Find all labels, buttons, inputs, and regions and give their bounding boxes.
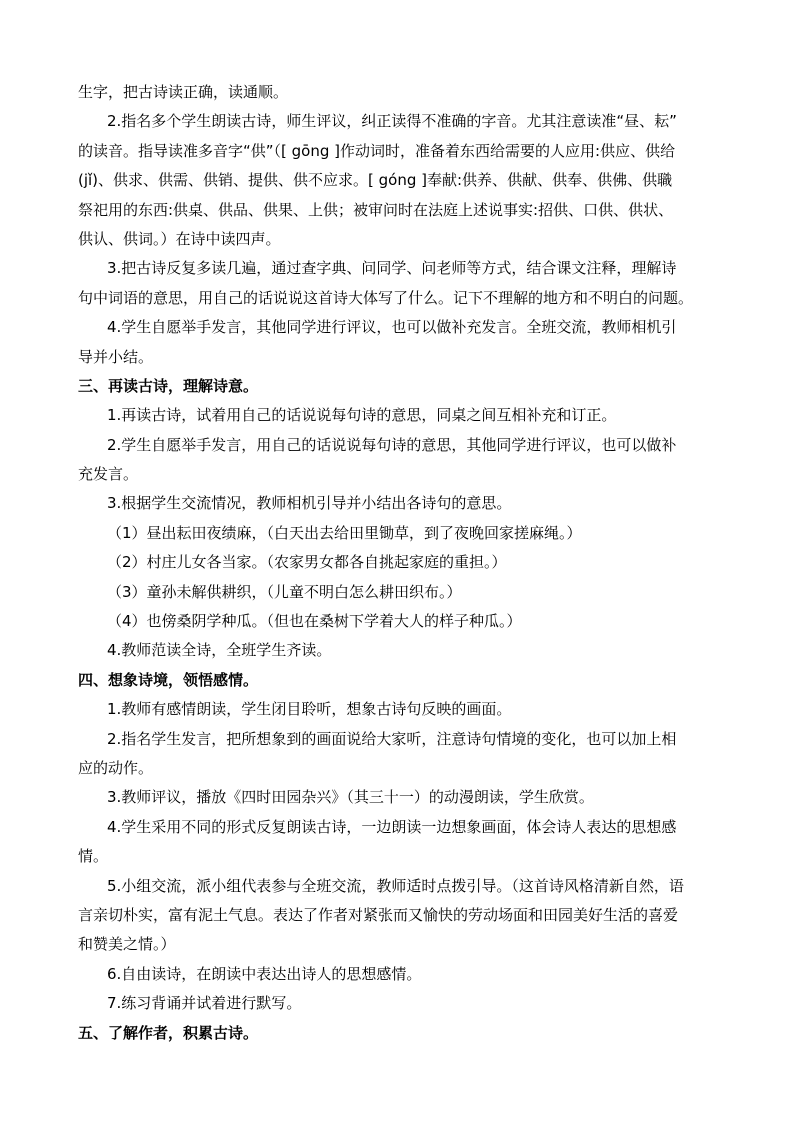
paragraph-line: (jǐ)、供求、供需、供销、提供、供不应求。[ góng ]奉献:供养、供献、供奉、供佛、供職 (78, 171, 673, 190)
paragraph-line: （3）童孙未解供耕织，（儿童不明白怎么耕田织布。） (107, 582, 462, 601)
section-heading: 三、再读古诗，理解诗意。 (78, 376, 259, 395)
paragraph-line: 3.教师评议，播放《四时田园杂兴》（其三十一）的动漫朗读，学生欣赏。 (107, 788, 594, 807)
paragraph-line: 1.教师有感情朗读，学生闭目聆听，想象古诗句反映的画面。 (107, 700, 512, 719)
section-heading: 五、了解作者，积累古诗。 (78, 1023, 259, 1042)
paragraph-line: 3.根据学生交流情况，教师相机引导并小结出各诗句的意思。 (107, 494, 512, 513)
paragraph-line: 3.把古诗反复多读几遍，通过查字典、问同学、问老师等方式，结合课文注释，理解诗 (107, 259, 677, 278)
paragraph-line: 生字，把古诗读正确，读通顺。 (78, 83, 289, 101)
paragraph-line: 4.学生采用不同的形式反复朗读古诗，一边朗读一边想象画面，体会诗人表达的思想感 (107, 817, 677, 836)
paragraph-line: 和赞美之情。） (78, 935, 176, 954)
paragraph-line: （1）昼出耘田夜绩麻，（白天出去给田里锄草，到了夜晚回家搓麻绳。） (107, 523, 582, 542)
paragraph-line: （4）也傍桑阴学种瓜。（但也在桑树下学着大人的样子种瓜。） (107, 612, 522, 631)
paragraph-line: 6.自由读诗，在朗读中表达出诗人的思想感情。 (107, 964, 422, 983)
paragraph-line: 祭祀用的东西:供桌、供品、供果、上供；被审问时在法庭上述说事实:招供、口供、供状、 (78, 200, 674, 219)
paragraph-line: 1.再读古诗，试着用自己的话说说每句诗的意思，同桌之间互相补充和订正。 (107, 406, 617, 425)
paragraph-line: 4.学生自愿举手发言，其他同学进行评议，也可以做补充发言。全班交流，教师相机引 (107, 318, 677, 337)
paragraph-line: 7.练习背诵并试着进行默写。 (107, 994, 302, 1013)
paragraph-line: 句中词语的意思，用自己的话说说这首诗大体写了什么。记下不理解的地方和不明白的问题。 (78, 288, 694, 307)
paragraph-line: 的读音。指导读准多音字“供”（[ gōng ]作动词时，准备着东西给需要的人应用:供应、供给 (78, 141, 676, 160)
paragraph-line: 2.指名多个学生朗读古诗，师生评议，纠正读得不准确的字音。尤其注意读准“昼、耘” (107, 112, 677, 131)
paragraph-line: 情。 (78, 847, 109, 866)
section-heading: 四、想象诗境，领悟感情。 (78, 670, 259, 689)
paragraph-line: （2）村庄儿女各当家。（农家男女都各自挑起家庭的重担。） (107, 553, 507, 572)
paragraph-line: 4.教师范读全诗，全班学生齐读。 (107, 641, 332, 660)
paragraph-line: 充发言。 (78, 465, 139, 484)
paragraph-line: 供认、供词。）在诗中读四声。 (78, 229, 281, 248)
paragraph-line: 2.指名学生发言，把所想象到的画面说给大家听，注意诗句情境的变化，也可以加上相 (107, 729, 677, 748)
paragraph-line: 5.小组交流，派小组代表参与全班交流，教师适时点拨引导。（这首诗风格清新自然，语 (107, 876, 684, 895)
paragraph-line: 2.学生自愿举手发言，用自己的话说说每句诗的意思，其他同学进行评议，也可以做补 (107, 435, 677, 454)
document-page (78, 78, 728, 1048)
paragraph-line: 导并小结。 (78, 347, 154, 366)
paragraph-line: 言亲切朴实，富有泥土气息。表达了作者对紧张而又愉快的劳动场面和田园美好生活的喜爱 (78, 905, 679, 924)
paragraph-line: 应的动作。 (78, 758, 154, 777)
